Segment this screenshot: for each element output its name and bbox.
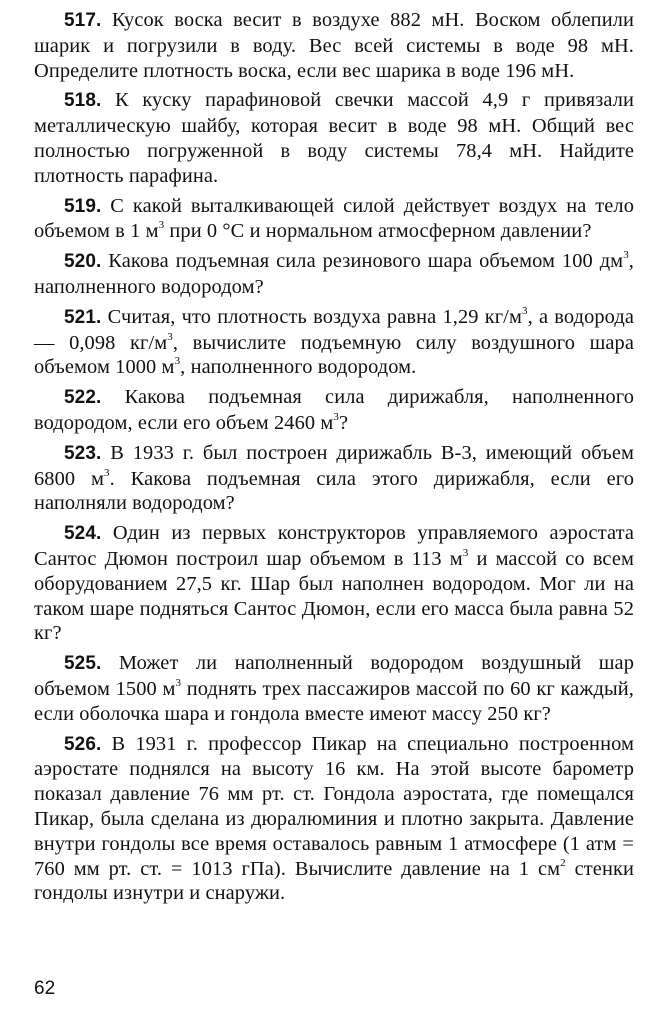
problem-text: ? [339, 411, 349, 434]
problem-number: 518. [64, 90, 102, 112]
problem-523 [34, 441, 634, 516]
problem-text: Считая, что плотность воздуха равна 1,29 кг/м [107, 305, 522, 328]
problem-517 [34, 8, 634, 83]
problem-519 [34, 194, 634, 245]
unit-exponent: 3 [462, 546, 469, 559]
problem-number: 524. [64, 523, 102, 545]
problem-524 [34, 521, 634, 646]
problem-text: . Какова подъемная сила этого дирижабля, если его наполняли водородом? [34, 467, 634, 515]
problem-525 [34, 651, 634, 726]
problem-number: 523. [64, 442, 102, 464]
problem-518 [34, 88, 634, 188]
unit-exponent: 3 [333, 410, 339, 423]
problem-number: 520. [64, 251, 102, 273]
unit-exponent: 3 [175, 676, 182, 689]
unit-exponent: 3 [167, 330, 173, 343]
problem-text: , наполненного водородом. [180, 356, 417, 379]
problem-text: Какова подъемная сила резинового шара объемом 100 дм [108, 250, 624, 273]
problem-number: 521. [64, 306, 102, 328]
unit-exponent: 3 [158, 219, 165, 232]
problem-text: , наполненного водородом? [34, 250, 634, 298]
problem-number: 522. [64, 387, 102, 409]
problem-text: С какой выталкивающей силой действует воздух на тело объемом в 1 м [34, 194, 634, 243]
page-number: 62 [34, 978, 56, 999]
problem-text: Какова подъемная сила дирижабля, наполненного водородом, если его объем 2460 м [34, 386, 634, 434]
problem-text: Кусок воска весит в воздухе 882 мН. Воском облепили шарик и погрузили в воду. Вес всей системы в воде 98 мН. Определите плотность воска, если вес шарика в воде 196 мН. [34, 9, 634, 82]
problem-521 [34, 305, 634, 380]
unit-exponent: 3 [174, 355, 181, 368]
problem-text: В 1933 г. был построен дирижабль В-3, имеющий объем 6800 м [34, 441, 635, 490]
problem-text: К куску парафиновой свечки массой 4,9 г привязали металлическую шайбу, которая весит в воде 98 мН. Общий вес полностью погруженной в воду системы 78,4 мН. Найдите плотность парафина. [34, 89, 635, 187]
problem-text: В 1931 г. профессор Пикар на специально построенном аэростате поднялся на высоту 16 км. На этой высоте барометр показал давление 76 мм рт. ст. Гондола аэростата, где помещался Пикар, была сделана из дюралюминия и плотно закрыта. Давление внутри гондолы все время оставалось равным 1 атмосфере (1 атм = 760 мм рт. ст. = 1013 гПа). Вычислите давление на 1 см [34, 732, 634, 880]
unit-exponent: 2 [560, 856, 566, 869]
unit-exponent: 3 [623, 249, 629, 262]
problem-520 [34, 249, 634, 300]
problem-526 [34, 732, 634, 907]
problem-text: , вычислите подъемную силу воздушного шара объемом 1000 м [34, 331, 634, 379]
problem-522 [34, 385, 634, 436]
problem-text: Может ли наполненный водородом воздушный шар объемом 1500 м [34, 652, 634, 700]
problem-list [34, 8, 634, 911]
problem-text: при 0 °С и нормальном атмосферном давлении? [164, 220, 592, 243]
problem-text: и массой со всем оборудованием 27,5 кг. Шар был наполнен водородом. Мог ли на таком шаре подняться Сантос Дюмон, если его масса была равна 52 кг? [34, 547, 634, 645]
unit-exponent: 3 [104, 466, 110, 479]
problem-number: 517. [64, 10, 102, 31]
problem-text: стенки гондолы изнутри и снаружи. [34, 857, 634, 905]
problem-text: , а водорода — 0,098 кг/м [34, 305, 634, 354]
unit-exponent: 3 [521, 304, 528, 317]
problem-number: 526. [64, 733, 102, 755]
problem-text: Один из первых конструкторов управляемого аэростата Сантос Дюмон построил шар объемом в 113 м [34, 522, 634, 570]
problem-number: 525. [64, 653, 102, 675]
problem-text: поднять трех пассажиров массой по 60 кг каждый, если оболочка шара и гондола вместе имеют массу 250 кг? [34, 677, 634, 725]
problem-number: 519. [64, 195, 102, 217]
